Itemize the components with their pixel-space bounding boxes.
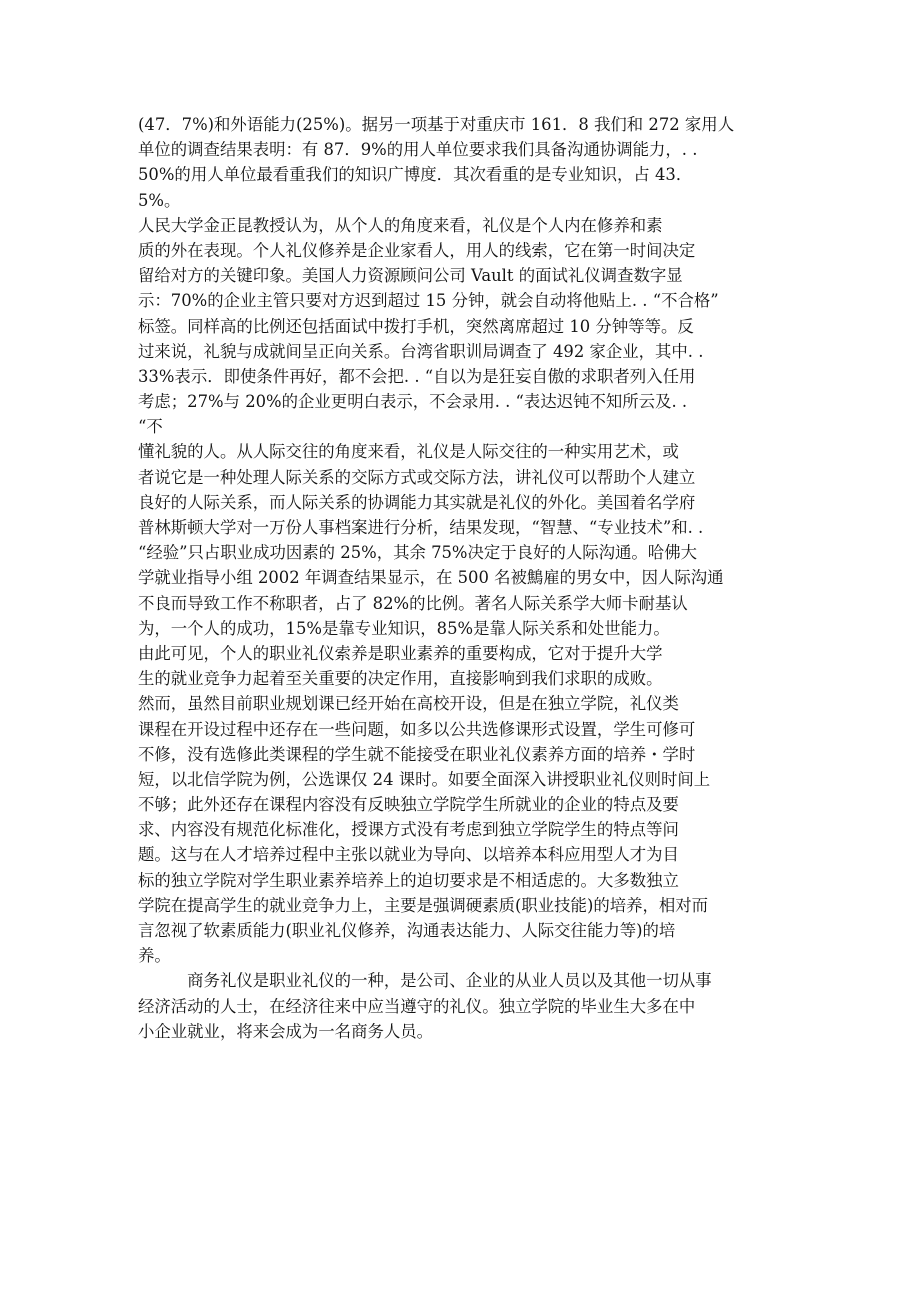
text-line: 学就业指导小组 2002 年调查结果显示，在 500 名被鷦雇的男女中，因人际沟通 <box>138 568 724 588</box>
text-line: 单位的调查结果表明：有 87．9%的用人单位要求我们具备沟通协调能力，. . <box>138 140 698 160</box>
text-line: 学院在提高学生的就业竞争力上，主要是强调硬素质(职业技能)的培养，相对而 <box>138 895 709 915</box>
text-line: 良好的人际关系，而人际关系的协调能力其实就是礼仪的外化。美国着名学府 <box>138 492 696 512</box>
text-line: 养。 <box>138 946 171 966</box>
text-line: (47．7%)和外语能力(25%)。据另一项基于对重庆市 161．8 我们和 272 家用人 <box>138 115 735 134</box>
text-line: 者说它是一种处理人际关系的交际方式或交际方法，讲礼仪可以帮助个人建立 <box>138 467 696 487</box>
text-line: 生的就业竞争力起着至关重要的决定作用，直接影响到我们求职的成败。 <box>138 669 663 689</box>
text-line: 由此可见，个人的职业礼仪索养是职业素养的重要构成，它对于提升大学 <box>138 643 663 663</box>
text-line: 课程在开设过程中还存在一些问题，如多以公共选修课形式设置，学生可修可 <box>138 719 696 739</box>
text-line: 留给对方的关键印象。美国人力资源顾问公司 Vault 的面试礼仪调查数字显 <box>138 266 683 286</box>
text-line: “不 <box>138 417 163 437</box>
text-line: 经济活动的人士，在经济往来中应当遵守的礼仪。独立学院的毕业生大多在中 <box>138 996 696 1016</box>
text-line: 标的独立学院对学生职业素养培养上的迫切要求是不相适虑的。大多数独立 <box>138 870 679 890</box>
text-line: 为，一个人的成功，15%是靠专业知识，85%是靠人际关系和处世能力。 <box>138 618 670 638</box>
text-line: 然而，虽然目前职业规划课已经开始在高校开设，但是在独立学院，礼仪类 <box>138 694 679 714</box>
text-line: 标签。同样高的比例还包括面试中拨打手机，突然离席超过 10 分钟等等。反 <box>138 316 694 336</box>
document-body <box>138 112 788 1044</box>
text-line: 普林斯顿大学对一万份人事档案进行分析，结果发现，“智慧、“专业技术”和. . <box>138 518 704 537</box>
text-line: 不够；此外还存在课程内容没有反映独立学院学生所就业的企业的特点及要 <box>138 795 679 815</box>
text-line: 求、内容没有规范化标准化，授课方式没有考虑到独立学院学生的特点等问 <box>138 820 679 840</box>
text-line: 5%。 <box>138 190 181 210</box>
text-line: 小企业就业，将来会成为一名商务人员。 <box>138 1021 434 1041</box>
text-line: 考虑；27%与 20%的企业更明白表示，不会录用. . “表达迟钝不知所云及. . <box>138 392 688 412</box>
text-line: 不良而导致工作不称职者，占了 82%的比例。著名人际关系学大师卡耐基认 <box>138 593 688 613</box>
text-line: 质的外在表现。个人礼仪修养是企业家看人，用人的线索，它在第一时间决定 <box>138 240 696 260</box>
text-line: 题。这与在人才培养过程中主张以就业为导向、以培养本科应用型人才为目 <box>138 845 679 865</box>
text-line: “经验”只占职业成功因素的 25%，其余 75%决定于良好的人际沟通。哈佛大 <box>138 543 697 563</box>
text-line: 示：70%的企业主管只要对方迟到超过 15 分钟，就会自动将他贴上. . “不合格” <box>138 291 719 311</box>
text-line: 50%的用人单位最看重我们的知识广博度．其次看重的是专业知识，占 43． <box>138 165 693 185</box>
text-line: 言忽视了软素质能力(职业礼仪修养，沟通表达能力、人际交往能力等)的培 <box>138 921 676 940</box>
text-line: 33%表示．即使条件再好，都不会把. . “自以为是狂妄自傲的求职者列入任用 <box>138 366 696 386</box>
text-line: 过来说，礼貌与成就间呈正向关系。台湾省职训局调查了 492 家企业，其中. . <box>138 341 704 361</box>
text-line: 懂礼貌的人。从人际交往的角度来看，礼仪是人际交往的一种实用艺术，或 <box>138 442 679 462</box>
text-line: 商务礼仪是职业礼仪的一种，是公司、企业的从业人员以及其他一切从事 <box>138 971 712 991</box>
text-line: 人民大学金正昆教授认为，从个人的角度来看，礼仪是个人内在修养和素 <box>138 215 663 235</box>
text-line: 短，以北信学院为例，公选课仅 24 课时。如要全面深入讲授职业礼仪则时间上 <box>138 769 711 789</box>
text-line: 不修，没有选修此类课程的学生就不能接受在职业礼仪素养方面的培养・学时 <box>138 744 696 764</box>
